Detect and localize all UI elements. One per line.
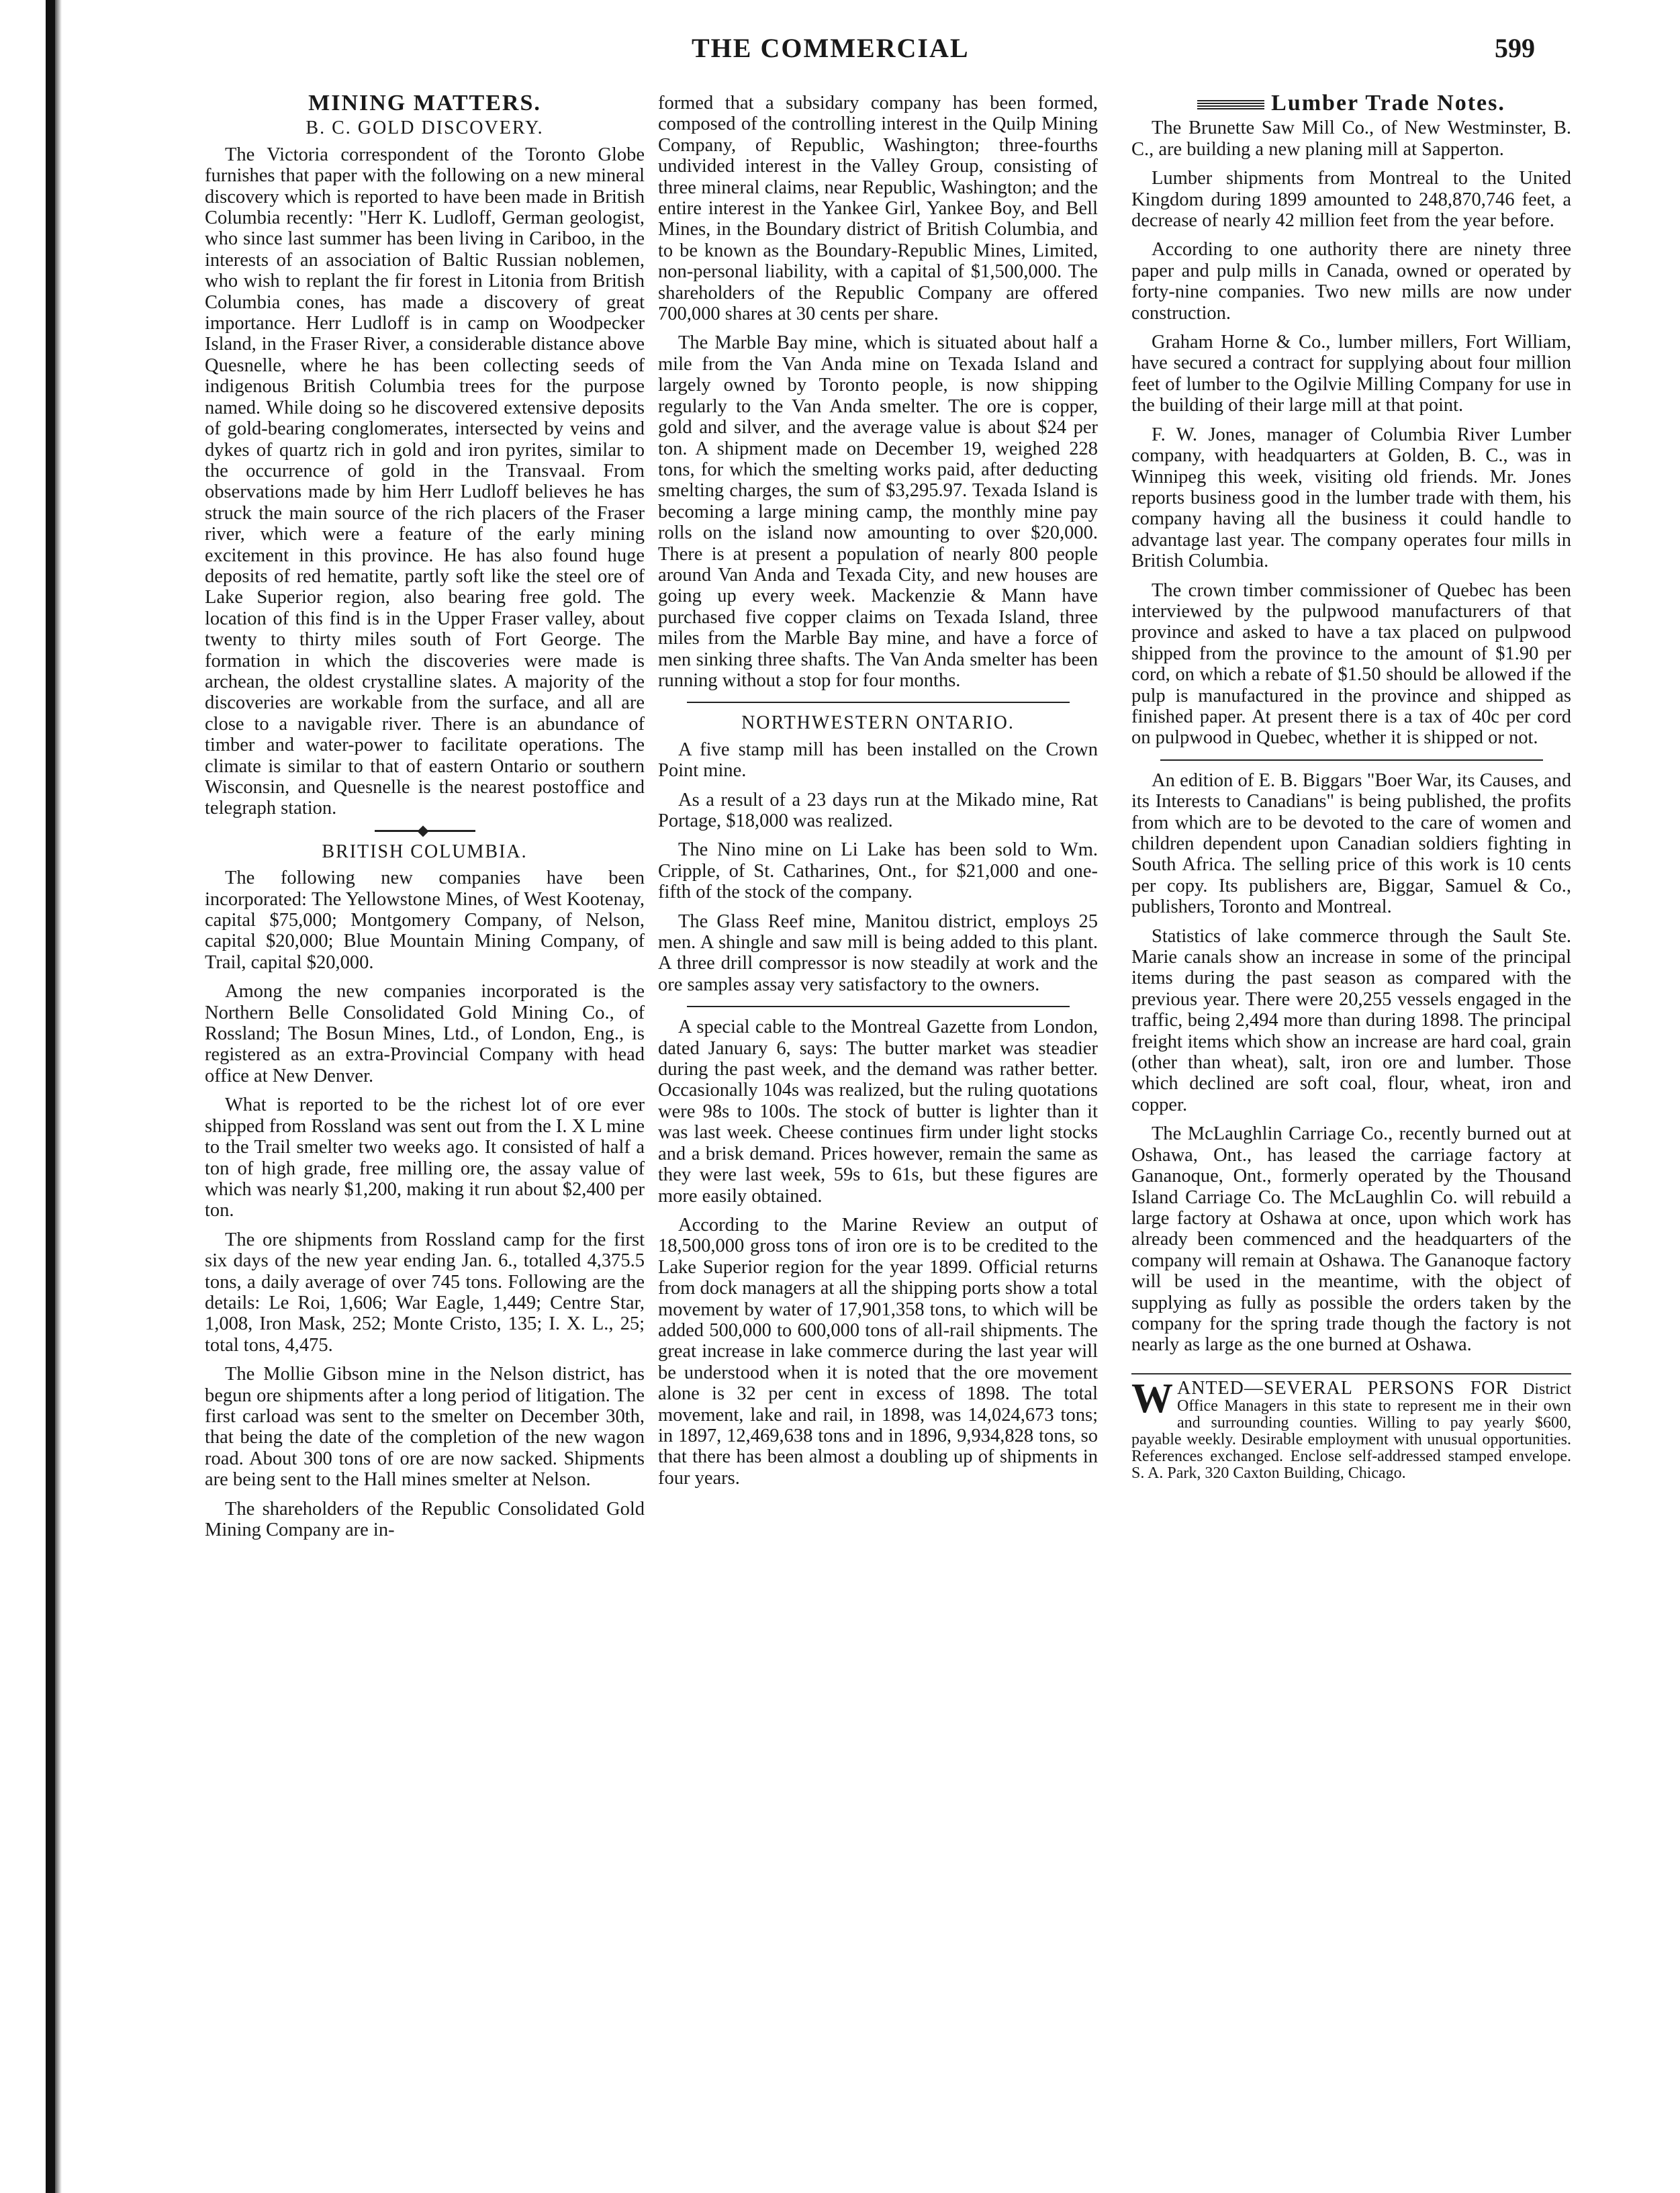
- paragraph: Graham Horne & Co., lumber millers, Fort William, have secured a contract for supplying about four million feet of lumber to the Ogilvie Milling Company for use in the building of their large mill at that point.: [1131, 332, 1571, 416]
- article-title-bc-gold: B. C. GOLD DISCOVERY.: [306, 118, 544, 139]
- ad-body: District Office Managers in this state to represent me in their own and surrounding counties. Willing to pay yearly $600, payable weekly. Desirable employment with unusual opportunities. References exchanged. Enclose self-addressed stamped envelope. S. A. Park, 320 Caxton Building, Chicago.: [1131, 1380, 1571, 1482]
- paragraph: The Marble Bay mine, which is situated about half a mile from the Van Anda mine on Texada Island and largely owned by Toronto people, is now shipping regularly to the Van Anda smelter. The ore is copper, gold and silver, and the average value is about $24 per ton. A shipment made on December 19, weighed 228 tons, for which the smelting works paid, after deducting smelting charges, the sum of $3,295.97. Texada Island is becoming a large mining camp, the monthly mine pay rolls on the island now amounting to over $20,000. There is at present a population of nearly 800 people around Van Anda and Texada City, and new houses are going up every week. Mackenzie & Mann have purchased five copper claims on Texada Island, three miles from the Marble Bay mine, and have a force of men sinking three shafts. The Van Anda smelter has been running without a stop for four months.: [658, 332, 1098, 691]
- paragraph: The following new companies have been incorporated: The Yellowstone Mines, of West Kootenay, capital $75,000; Montgomery Company, of Nelson, capital $20,000; Blue Mountain Mining Company, of Trail, capital $20,000.: [205, 868, 645, 973]
- paragraph: Among the new companies incorporated is the Northern Belle Consolidated Gold Mining Co., of Rossland; The Bosun Mines, Ltd., of London, Eng., is registered as an extra-Provincial Company with head office at New Denver.: [205, 981, 645, 1086]
- paragraph: Statistics of lake commerce through the Sault Ste. Marie canals show an increase in some of the principal items during the past season as compared with the previous year. There were 20,255 vessels engaged in the traffic, being 2,494 more than during 1898. The principal freight items which show an increase are hard coal, grain (other than wheat), salt, iron ore and lumber. Those which declined are soft coal, flour, wheat, iron and copper.: [1131, 925, 1571, 1115]
- binding-shadow: [55, 0, 62, 2193]
- paragraph: The Glass Reef mine, Manitou district, employs 25 men. A shingle and saw mill is being added to this plant. A three drill compressor is now steadily at work and the ore samples assay very satisfactory to the owners.: [658, 911, 1098, 995]
- paragraph: The shareholders of the Republic Consolidated Gold Mining Company are in-: [205, 1498, 645, 1540]
- page-number: 599: [1495, 33, 1535, 63]
- ad-headline: ANTED—SEVERAL PERSONS FOR: [1177, 1377, 1509, 1399]
- paragraph: The Brunette Saw Mill Co., of New Westminster, B. C., are building a new planing mill at Sapperton.: [1131, 118, 1571, 160]
- section-title-northwestern-ontario: NORTHWESTERN ONTARIO.: [741, 712, 1015, 734]
- paragraph: As a result of a 23 days run at the Mikado mine, Rat Portage, $18,000 was realized.: [658, 789, 1098, 831]
- section-title-mining-matters: MINING MATTERS.: [308, 91, 541, 115]
- section-title-text: Lumber Trade Notes.: [1271, 91, 1505, 115]
- paragraph: According to the Marine Review an output of 18,500,000 gross tons of iron ore is to be credited to the Lake Superior region for the year 1899. Official returns from dock managers at all the shipping ports show a total movement by water of 17,901,358 tons, to which will be added 500,000 to 600,000 tons of all-rail shipments. The great increase in lake commerce during the last year will be understood when it is noted that the ore movement alone is 32 per cent in excess of 1898. The total movement, lake and rail, in 1898, was 14,024,673 tons; in 1897, 12,469,638 tons and in 1896, 9,934,828 tons, so that there has been almost a doubling up of shipments in four years.: [658, 1214, 1098, 1489]
- section-title-lumber-trade: [1131, 93, 1571, 113]
- paragraph: formed that a subsidary company has been formed, composed of the controlling interest in the Quilp Mining Company, of Republic, Washington; three-fourths undivided interest in the Valley Group, consisting of three mineral claims, near Republic, Washington; and the entire interest in the Yankee Girl, Yankee Boy, and Bell Mines, in the Boundary district of British Columbia, and to be known as the Boundary-Republic Mines, Limited, non-personal liability, with a capital of $1,500,000. The shareholders of the Republic Company are offered 700,000 shares at 30 cents per share.: [658, 93, 1098, 325]
- paragraph: Lumber shipments from Montreal to the United Kingdom during 1899 amounted to 248,870,746 feet, a decrease of nearly 42 million feet from the year before.: [1131, 168, 1571, 232]
- paragraph: The crown timber commissioner of Quebec has been interviewed by the pulpwood manufacturers of that province and asked to have a tax placed on pulpwood shipped from the province to the amount of $1.90 per cord, on which a rebate of $1.50 should be allowed if the pulp is manufactured in the province and shipped as finished paper. At present there is a tax of 40c per cord on pulpwood in Quebec, whether it is shipped or not.: [1131, 579, 1571, 749]
- paragraph: The Nino mine on Li Lake has been sold to Wm. Cripple, of St. Catharines, Ont., for $21,000 and one-fifth of the stock of the company.: [658, 839, 1098, 903]
- ad-drop-cap: W: [1131, 1375, 1173, 1421]
- column-3: [1131, 93, 1571, 1482]
- decorative-banner: [1197, 100, 1264, 109]
- column-2: [658, 93, 1098, 1497]
- paragraph: A special cable to the Montreal Gazette from London, dated January 6, says: The butter market was steadier during the past week, and the demand was rather better. Occasionally 104s was realized, but the ruling quotations were 98s to 100s. The stock of butter is lighter than it was last week. Cheese continues firm under light stocks and a brisk demand. Prices however, remain the same as they were last week, 59s to 61s, but these figures are more easily obtained.: [658, 1017, 1098, 1207]
- divider-rule: [687, 702, 1070, 703]
- paragraph: What is reported to be the richest lot of ore ever shipped from Rossland was sent out from the I. X L mine to the Trail smelter two weeks ago. It consisted of half a ton of high grade, free milling ore, the assay value of which was nearly $1,200, making it run about $2,400 per ton.: [205, 1094, 645, 1221]
- paragraph: The McLaughlin Carriage Co., recently burned out at Oshawa, Ont., has leased the carriage factory at Gananoque, Ont., formerly operated by the Thousand Island Carriage Co. The McLaughlin Co. will rebuild a large factory at Oshawa at once, upon which work has already been commenced and the headquarters of the company will remain at Oshawa. The Gananoque factory will be used in the meantime, with the object of supplying as fully as possible the orders taken by the company for the spring trade though the factory is not nearly as large as the one burned at Oshawa.: [1131, 1123, 1571, 1356]
- column-1: [205, 93, 645, 1548]
- divider-rule: [1160, 759, 1543, 761]
- paragraph: The Victoria correspondent of the Toronto Globe furnishes that paper with the following on a new mineral discovery which is reported to have been made in British Columbia recently: "Herr K. Ludloff, German geologist, who since last summer has been living in Cariboo, in the interests of an association of Baltic Russian noblemen, who wish to replant the fir forest in Litonia from British Columbia cones, has made a discovery of great importance. Herr Ludloff is in camp on Woodpecker Island, in the Fraser River, a considerable distance above Quesnelle, where he has been collecting seeds of indigenous British Columbia trees for the purpose named. While doing so he discovered extensive deposits of gold-bearing conglomerates, intersected by veins and dykes of quartz rich in gold and iron pyrites, similar to the occurrence of gold in the Transvaal. From observations made by him Herr Ludloff believes he has struck the main source of the rich placers of the Fraser river, which were a feature of the early mining excitement in this province. He has also found huge deposits of red hematite, partly soft like the steel ore of Lake Superior region, also bearing free gold. The location of this find is in the Upper Fraser valley, about twenty to thirty miles south of Fort George. The formation in which the discoveries were made is archean, the oldest crystalline slates. A majority of the discoveries are workable from the surface, and all are close to a navigable river. There is an abundance of timber and water-power to facilitate operations. The climate is similar to that of eastern Ontario or southern Wisconsin, and Quesnelle is the nearest postoffice and telegraph station.: [205, 144, 645, 819]
- paragraph: F. W. Jones, manager of Columbia River Lumber company, with headquarters at Golden, B. C., was in Winnipeg this week, visiting old friends. Mr. Jones reports business good in the lumber trade with them, his company having all the business it could handle to advantage last year. The company operates four mills in British Columbia.: [1131, 424, 1571, 572]
- paragraph: A five stamp mill has been installed on the Crown Point mine.: [658, 739, 1098, 782]
- article-title-british-columbia: BRITISH COLUMBIA.: [322, 841, 528, 862]
- classified-advertisement: [1131, 1373, 1571, 1482]
- running-head: THE COMMERCIAL: [692, 33, 970, 63]
- binding-edge: [46, 0, 55, 2193]
- paragraph: An edition of E. B. Biggars "Boer War, its Causes, and its Interests to Canadians" is being published, the profits from which are to be devoted to the care of women and children dependent upon Canadian soldiers fighting in South Africa. The selling price of this work is 10 cents per copy. Its publishers are, Biggar, Samuel & Co., publishers, Toronto and Montreal.: [1131, 769, 1571, 918]
- paragraph: The Mollie Gibson mine in the Nelson district, has begun ore shipments after a long period of litigation. The first carload was sent to the smelter on December 30th, that being the date of the completion of the new wagon road. About 300 tons of ore are now sacked. Shipments are being sent to the Hall mines smelter at Nelson.: [205, 1364, 645, 1491]
- divider-rule: [687, 1006, 1070, 1007]
- ornamental-rule: [375, 830, 475, 832]
- paragraph: The ore shipments from Rossland camp for the first six days of the new year ending Jan. 6., totalled 4,375.5 tons, a daily average of over 745 tons. Following are the details: Le Roi, 1,606; War Eagle, 1,449; Centre Star, 1,008, Iron Mask, 252; Monte Cristo, 135; I. X. L., 25; total tons, 4,475.: [205, 1229, 645, 1356]
- paragraph: According to one authority there are ninety three paper and pulp mills in Canada, owned or operated by forty-nine companies. Two new mills are now under construction.: [1131, 239, 1571, 324]
